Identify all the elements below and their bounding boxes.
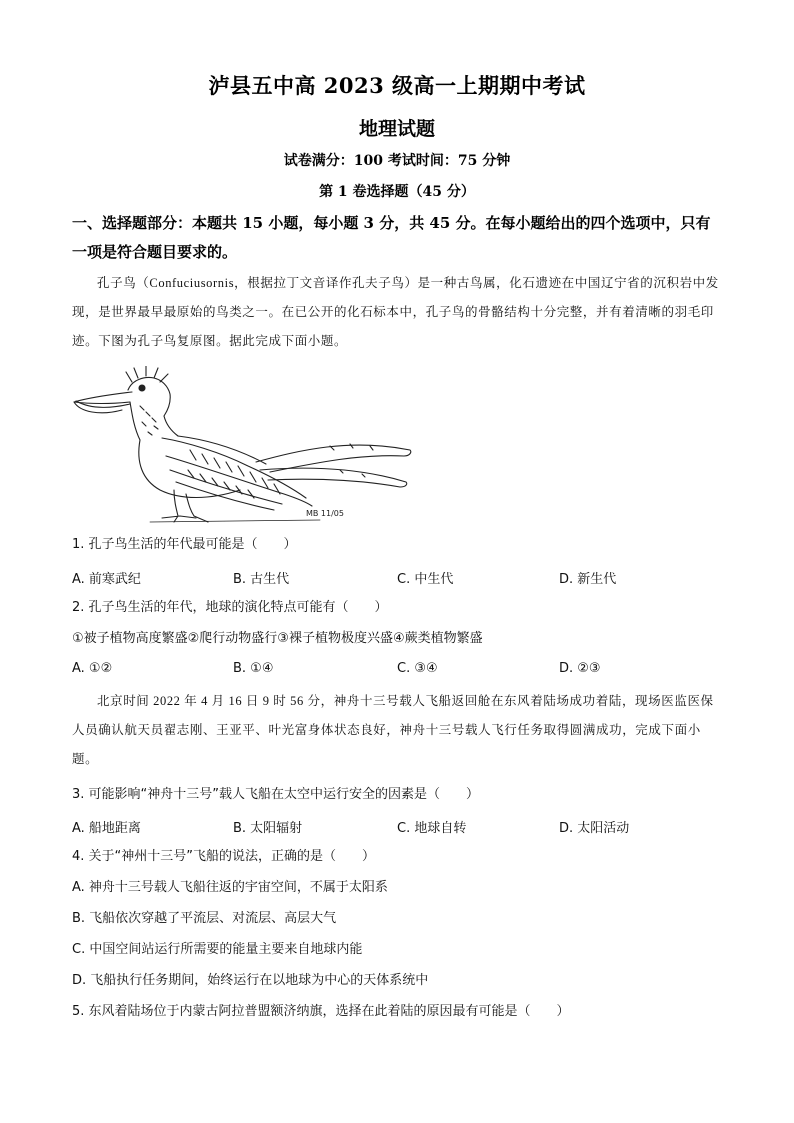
volume-title: 第 1 卷选择题（45 分） (319, 184, 475, 200)
q3-option-b: B. 太阳辐射 (233, 821, 303, 836)
confuciusornis-illustration (70, 366, 415, 526)
q3-option-d: D. 太阳活动 (559, 821, 630, 836)
question-5-stem: 5. 东风着陆场位于内蒙古阿拉普盟额济纳旗，选择在此着陆的原因最有可能是（ ） (72, 1004, 570, 1019)
q4-option-d: D. 飞船执行任务期间，始终运行在以地球为中心的天体系统中 (72, 973, 429, 988)
score-time-line: 试卷满分：100 考试时间：75 分钟 (283, 153, 511, 169)
q4-option-a: A. 神舟十三号载人飞船往返的宇宙空间，不属于太阳系 (72, 880, 388, 895)
illustration-signature: MB 11/05 (306, 509, 344, 518)
question-2-statements: ①被子植物高度繁盛②爬行动物盛行③裸子植物极度兴盛④蕨类植物繁盛 (72, 631, 483, 646)
q1-option-a: A. 前寒武纪 (72, 572, 141, 587)
q2-option-c: C. ③④ (397, 661, 438, 676)
question-1-options (72, 568, 732, 586)
q1-option-d: D. 新生代 (559, 572, 617, 587)
passage-shenzhou: 北京时间 2022 年 4 月 16 日 9 时 56 分，神舟十三号载人飞船返回舱在东风着陆场成功着陆，现场医监医保人员确认航天员翟志刚、王亚平、叶光富身体状态良好，神舟十三号载人飞行任务取得圆满成功，完成下面小题。 (72, 694, 714, 766)
subject-title: 地理试题 (358, 118, 435, 140)
question-3-options (72, 817, 732, 835)
q2-option-d: D. ②③ (559, 661, 601, 676)
question-2-stem: 2. 孔子鸟生活的年代，地球的演化特点可能有（ ） (72, 600, 388, 615)
section-heading: 一、选择题部分：本题共 15 小题，每小题 3 分，共 45 分。在每小题给出的四个选项中，只有一项是符合题目要求的。 (72, 214, 711, 261)
passage-confuciusornis: 孔子鸟（Confuciusornis，根据拉丁文音译作孔夫子鸟）是一种古鸟属，化石遗迹在中国辽宁省的沉积岩中发现，是世界最早最原始的鸟类之一。在已公开的化石标本中，孔子鸟的骨骼结构十分完整，并有着清晰的羽毛印迹。下图为孔子鸟复原图。据此完成下面小题。 (72, 276, 719, 348)
q4-option-b: B. 飞船依次穿越了平流层、对流层、高层大气 (72, 911, 337, 926)
question-2-options (72, 661, 732, 679)
question-3-stem: 3. 可能影响“神舟十三号”载人飞船在太空中运行安全的因素是（ ） (72, 787, 480, 802)
q3-option-c: C. 地球自转 (397, 821, 467, 836)
q2-option-a: A. ①② (72, 661, 113, 676)
q1-option-c: C. 中生代 (397, 572, 454, 587)
q2-option-b: B. ①④ (233, 661, 274, 676)
q4-option-c: C. 中国空间站运行所需要的能量主要来自地球内能 (72, 942, 363, 957)
question-4-stem: 4. 关于“神州十三号”飞船的说法，正确的是（ ） (72, 849, 376, 864)
question-1-stem: 1. 孔子鸟生活的年代最可能是（ ） (72, 537, 297, 552)
q3-option-a: A. 船地距离 (72, 821, 141, 836)
q1-option-b: B. 古生代 (233, 572, 290, 587)
exam-title: 泸县五中高 2023 级高一上期期中考试 (208, 73, 586, 98)
